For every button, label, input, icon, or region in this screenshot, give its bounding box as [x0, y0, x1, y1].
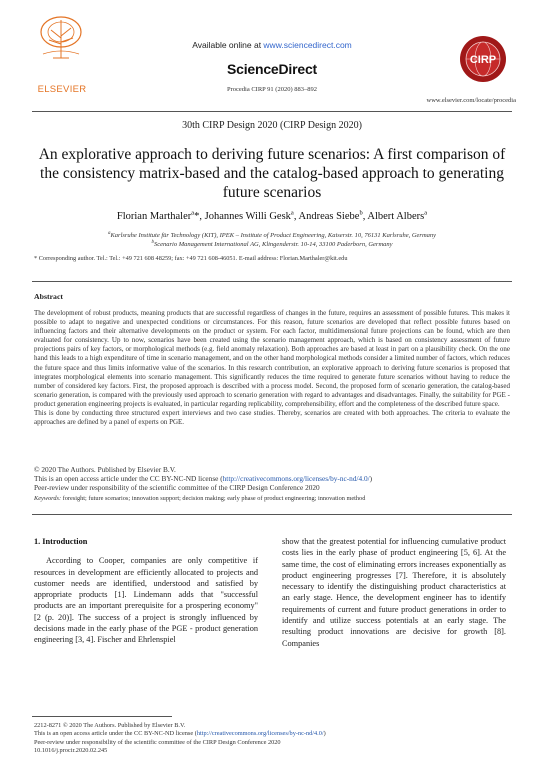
cirp-globe-icon [458, 34, 508, 88]
license-link[interactable]: http://creativecommons.org/licenses/by-nc-nd/4.0/ [222, 474, 370, 483]
open-access-note: This is an open access article under the CC BY-NC-ND license (http://creativecommons.org/licenses/by-nc-nd/4.0/) [34, 474, 373, 483]
paper-title: An explorative approach to deriving future scenarios: A first comparison of the consistency matrix-based and the catalog-based approach to generating future scenarios [38, 146, 506, 201]
footer-peer-review: Peer-review under responsibility of the scientific committee of the CIRP Design Conference 2020 [34, 738, 281, 746]
journal-reference: Procedia CIRP 91 (2020) 883–892 [226, 86, 318, 93]
section-heading: 1. Introduction [34, 537, 88, 546]
abstract-body [34, 309, 510, 427]
footer [34, 722, 510, 755]
peer-review-note: Peer-review under responsibility of the scientific committee of the CIRP Design Conference 2020 [34, 483, 320, 492]
header-divider [32, 111, 512, 112]
elsevier-tree-icon [35, 12, 87, 64]
corresponding-author: * Corresponding author. Tel.: Tel.: +49 721 608 48259; fax: +49 721 608-46051. E-mail address: Florian.Marthaler@kit.edu [34, 255, 348, 262]
publisher-name: ELSEVIER [37, 84, 87, 95]
keywords-label: Keywords: [34, 495, 62, 502]
journal-url[interactable]: www.elsevier.com/locate/procedia [426, 97, 516, 104]
abstract-paragraph: The development of robust products, meaning products that are successful regardless of changes in the future, requires an assessment of possible futures. This makes it possible to adapt to negative and unexpected conditions or circumstances. For this reason, future scenarios are developed that reflect possible futures based on influencing factors and their alternative developments on the product or system. For each factor, multidimensional future projections can be found, which are then evaluated for consistency. Up to now, scenarios have been created using the scenario management approach, which is based on consistency assessment of future projections pairs of key factors, or morphological methods (e.g. field anomaly relaxation). Both approaches are based at least in part on a plausibility check. On the one hand this leads to a high expenditure of time in scenario management, and on the other hand morphological methods consider a limited number of factors, which reduces the future space and thus limits informative value of the scenarios. In this research contribution, an explorative approach to deriving future scenarios is proposed that integrates morphological elements into scenario management. This significantly reduces the time required to generate future scenarios without having to reduce the number of considered key factors. First, the proposed approach is described with a process model. Second, the proposed form of scenario generation, the catalog-based scenario generation, is compared with the previously used approach to scenario generation with regard to advantages and disadvantages. Finally, the suitability for PGE - product generation engineering projects is evaluated, in particular regarding replicability, comprehensibility, effort and the completeness of the described future space. [34, 309, 510, 408]
author: Andreas Siebe$^b$, [298, 209, 368, 222]
abstract-paragraph: This is done by conducting three structured expert interviews and two case studies. Thereby, scenarios are created with both approaches. The criteria to evaluate the approaches are defined by a panel of experts on PGE. [34, 409, 510, 427]
doi[interactable]: 10.1016/j.procir.2020.02.245 [34, 746, 108, 754]
available-prefix: Available online at [192, 40, 264, 50]
affiliation-b: $^b$Scenario Management International AG, Klingenderstr. 10-14, 33100 Paderborn, Germany [151, 240, 393, 249]
affiliation-a: $^a$Karlsruhe Institute für Technology (KIT), IPEK – Institute of Product Engineering, Kaiserstr. 10, 76131 Karlsruhe, Germany [107, 231, 437, 240]
body-paragraph: According to Cooper, companies are only competitive if resources in development are efficiently allocated to projects and customer needs are identified, understood and satisfied by appropriate products [1]. Lindemann adds that "successful products are an important prerequisite for a prospering economy" [2 (p. 20)]. The success of a project is strongly influenced by decisions made in the early phase of the PGE - product generation engineering [3, 4]. Fischer and Ehrlenspiel [34, 556, 258, 645]
sciencedirect-link[interactable]: www.sciencedirect.com [263, 40, 352, 50]
sciencedirect-brand: ScienceDirect [226, 61, 317, 77]
license-block [34, 465, 510, 492]
cirp-logo [458, 34, 508, 88]
footer-open-access: This is an open access article under the CC BY-NC-ND license (http://creativecommons.org/licenses/by-nc-nd/4.0/) [34, 730, 326, 738]
copyright: © 2020 The Authors. Published by Elsevier B.V. [34, 465, 176, 474]
conference-name: 30th CIRP Design 2020 (CIRP Design 2020) [182, 120, 362, 131]
footer-license-link[interactable]: http://creativecommons.org/licenses/by-nc-nd/4.0/ [196, 730, 324, 738]
abstract-bottom-divider [32, 514, 512, 515]
issn-line: 2212-8271 © 2020 The Authors. Published by Elsevier B.V. [34, 722, 186, 729]
keywords [34, 495, 510, 502]
column-left [34, 536, 258, 646]
author: Albert Albers$^a$ [367, 209, 428, 222]
abstract-heading: Abstract [34, 292, 64, 301]
footnote-divider [32, 716, 172, 717]
keywords-text: foresight; future scenarios; innovation support; decision making; early phase of product engineering; innovation method [61, 495, 366, 502]
body-paragraph: show that the greatest potential for influencing cumulative product costs lies in the early phase of product engineering [5, 6]. At the same time, the cost of eliminating errors increases exponentially as product engineering progresses [7]. Therefore, it is absolutely necessary to identify the distinguishing product characteristics at an early stage. Hence, the development engineer has to identify requirements of current and future product generations in order to identify and utilize success potentials at an early stage. The resulting product innovations are decisive for growth [8]. Companies [282, 537, 506, 648]
author: Johannes Willi Gesk$^a$, [204, 209, 299, 222]
author-list [0, 209, 544, 222]
author: Florian Marthaler$^a$*, [116, 209, 205, 222]
abstract-top-divider [32, 281, 512, 282]
column-right [282, 536, 506, 649]
cirp-logo-text: CIRP [469, 54, 497, 66]
